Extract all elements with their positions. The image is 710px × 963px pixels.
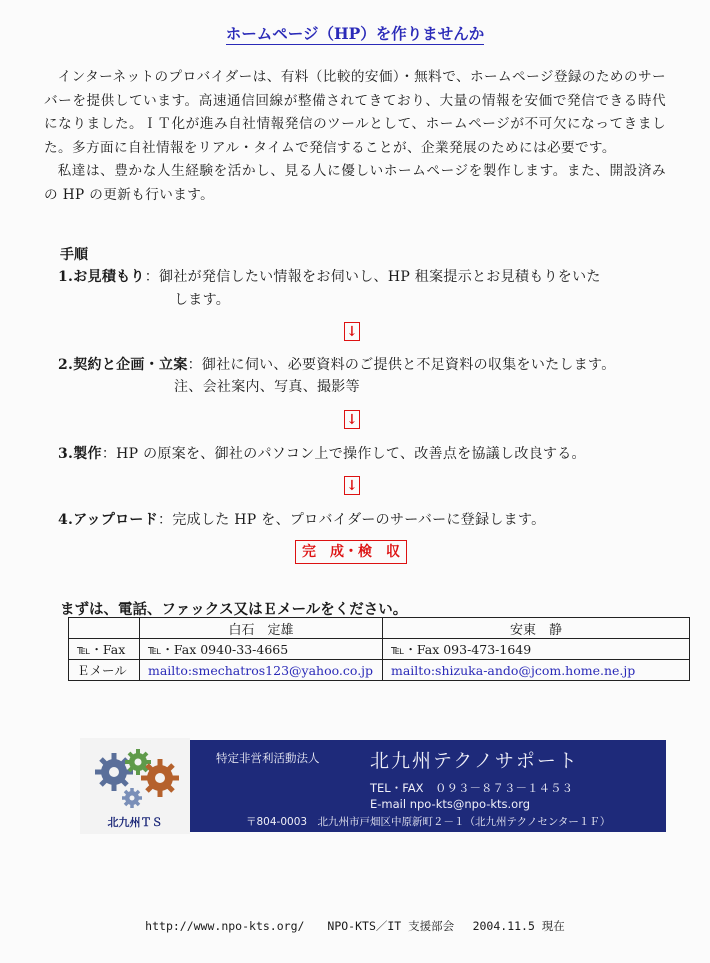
table-row: [69, 660, 690, 681]
email-link[interactable]: mailto:smechatros123@yahoo.co.jp: [140, 660, 383, 681]
organization-banner: [190, 740, 666, 832]
step-2: [58, 354, 616, 376]
org-tel: TEL・FAX ０９３－８７３－１４５３: [370, 781, 574, 795]
completion-box: 完 成・検 収: [295, 540, 407, 564]
org-address: 〒804-0003 北九州市戸畑区中原新町２－１（北九州テクノセンター１Ｆ）: [246, 816, 611, 828]
down-arrow-icon: ↓: [344, 410, 360, 429]
table-row: [69, 639, 690, 660]
contact-table: [68, 617, 690, 681]
step-4: [58, 509, 545, 531]
procedure-heading: 手順: [60, 247, 88, 263]
step-2-label: 2.契約と企画・立案: [58, 357, 188, 373]
table-cell: ℡・Fax 0940-33-4665: [140, 639, 383, 660]
step-2-continued: 注、会社案内、写真、撮影等: [174, 379, 360, 395]
table-cell: Ｅメール: [69, 660, 140, 681]
email-link[interactable]: mailto:shizuka-ando@jcom.home.ne.jp: [383, 660, 690, 681]
org-type: 特定非営利活動法人: [216, 751, 320, 765]
down-arrow-icon: ↓: [344, 322, 360, 341]
step-4-label: 4.アップロード: [58, 512, 159, 528]
logo-text: 北九州ＴＳ: [107, 816, 163, 829]
table-cell: ℡・Fax 093-473-1649: [383, 639, 690, 660]
table-header-cell: 安東 静: [383, 618, 690, 639]
table-header-cell: 白石 定雄: [140, 618, 383, 639]
table-header-row: [69, 618, 690, 639]
table-cell: ℡・Fax: [69, 639, 140, 660]
intro-paragraph-2: 私達は、豊かな人生経験を活かし、見る人に優しいホームページを製作します。また、開設済みの HP の更新も行います。: [44, 163, 666, 203]
gear-logo-icon: [80, 738, 190, 834]
step-1-text: ：御社が発信したい情報をお伺いし、HP 租案提示とお見積もりをいた: [144, 269, 601, 285]
step-3: [58, 443, 586, 465]
table-header-cell: [69, 618, 140, 639]
step-3-label: 3.製作: [58, 446, 102, 462]
org-email: E-mail npo-kts@npo-kts.org: [370, 797, 531, 811]
intro-paragraph-1: インターネットのプロバイダーは、有料（比較的安価）・無料で、ホームページ登録のためのサーバーを提供しています。高速通信回線が整備されてきており、大量の情報を安価で発信できる時代になりました。ＩＴ化が進み自社情報発信のツールとして、ホームページが不可欠になってきました。多方面に自社情報をリアル・タイムで発信することが、企業発展のためには必要です。: [44, 69, 666, 156]
contact-heading: まずは、電話、ファックス又はＥメールをください。: [60, 602, 408, 618]
step-3-text: ：HP の原案を、御社のパソコン上で操作して、改善点を協議し改良する。: [101, 446, 586, 462]
footer: http://www.npo-kts.org/ NPO-KTS／IT 支援部会 2004.11.5 現在: [145, 919, 565, 933]
step-1-label: 1.お見積もり: [58, 269, 145, 285]
intro-text: [44, 66, 666, 207]
org-name: 北九州テクノサポート: [370, 750, 579, 772]
step-1-continued: します。: [174, 292, 231, 308]
step-1: [58, 266, 601, 288]
step-4-text: ：完成した HP を、プロバイダーのサーバーに登録します。: [158, 512, 546, 528]
down-arrow-icon: ↓: [344, 476, 360, 495]
page-title: ホームページ（HP）を作りませんか: [225, 24, 485, 43]
logo: [80, 738, 190, 834]
step-2-text: ：御社に伺い、必要資料のご提供と不足資料の収集をいたします。: [187, 357, 616, 373]
